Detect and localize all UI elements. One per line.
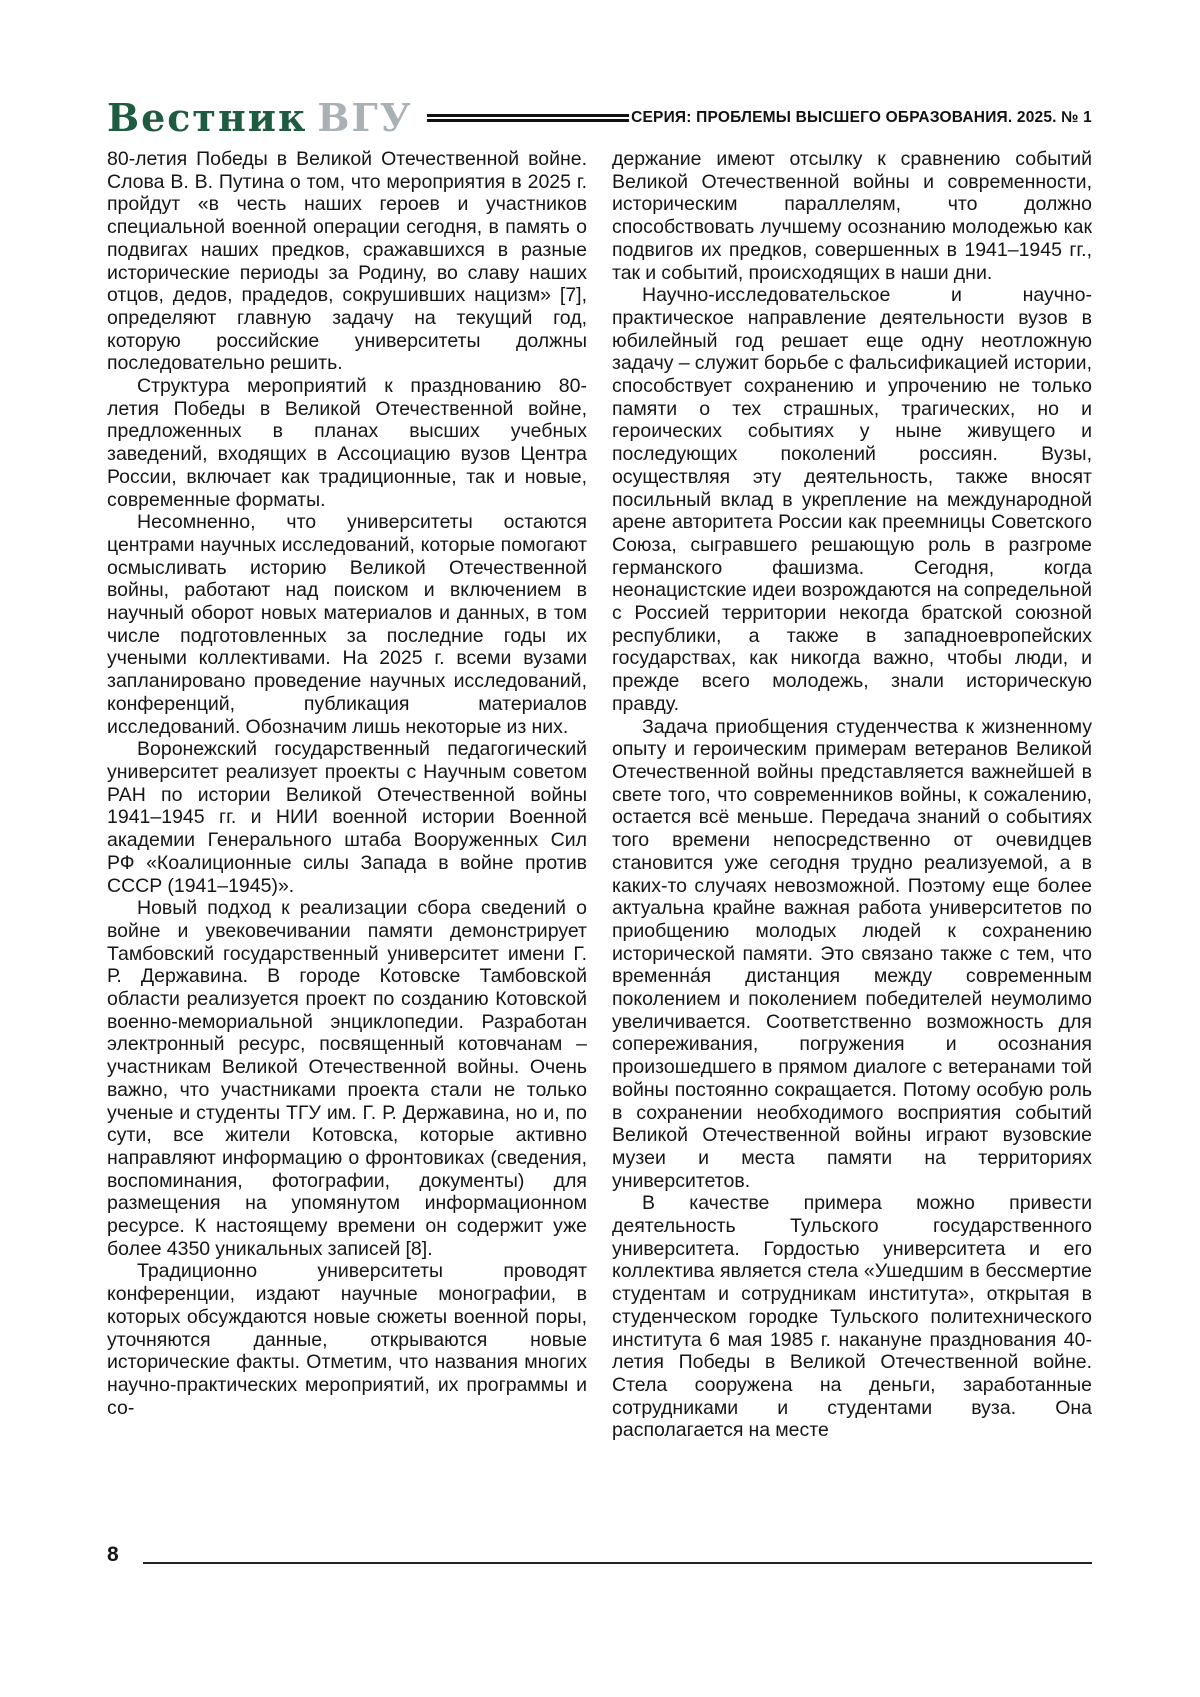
paragraph: Структура мероприятий к празднованию 80-летия Победы в Великой Отечественной войне, предложенных в планах высших учебных заведений, входящих в Ассоциацию вузов Центра России, включает как традиционные, так и новые, современные форматы. — [107, 375, 587, 511]
header-double-rule — [427, 114, 630, 122]
paragraph: Научно-исследовательское и научно-практическое направление деятельности вузов в юбилейный год решает еще одну неотложную задачу – служит борьбе с фальсификацией истории, способствует сохранению и упрочению не только памяти о тех страшных, трагических, но и героических событиях у ныне живущего и последующих поколений россиян. Вузы, осуществляя эту деятельность, также вносят посильный вклад в укрепление на международной арене авторитета России как преемницы Советского Союза, сыгравшего решающую роль в разгроме германского фашизма. Сегодня, когда неонацистские идеи возрождаются на сопредельной с Россией территории некогда братской союзной республики, а также в западноевропейских государствах, как никогда важно, чтобы люди, и прежде всего молодежь, знали историческую правду. — [612, 284, 1092, 715]
page-footer — [107, 1544, 1092, 1565]
paragraph: держание имеют отсылку к сравнению событий Великой Отечественной войны и современности, историческим параллелям, что должно способствовать лучшему осознанию молодежью как подвигов их предков, совершенных в 1941–1945 гг., так и событий, происходящих в наши дни. — [612, 148, 1092, 284]
logo-word-vgu: ВГУ — [317, 95, 413, 140]
journal-logo — [107, 95, 413, 140]
paragraph: В качестве примера можно привести деятельность Тульского государственного университета. Гордостью университета и его коллектива является стела «Ушедшим в бессмертие студентам и сотрудникам института», открытая в студенческом городке Тульского политехнического института 6 мая 1985 г. накануне празднования 40-летия Победы в Великой Отечественной войне. Стела сооружена на деньги, заработанные сотрудниками и студентами вуза. Она располагается на месте — [612, 1192, 1092, 1442]
footer-rule — [143, 1562, 1092, 1564]
article-body — [107, 148, 1092, 1442]
paragraph: Традиционно университеты проводят конференции, издают научные монографии, в которых обсуждаются новые сюжеты военной поры, уточняются данные, открываются новые исторические факты. Отметим, что названия многих научно-практических мероприятий, их программы и со- — [107, 1260, 587, 1419]
page-header — [107, 96, 1092, 140]
paragraph: Новый подход к реализации сбора сведений о войне и увековечивании памяти демонстрирует Тамбовский государственный университет имени Г. Р. Державина. В городе Котовске Тамбовской области реализуется проект по созданию Котовской военно-мемориальной энциклопедии. Разработан электронный ресурс, посвященный котовчанам – участникам Великой Отечественной войны. Очень важно, что участниками проекта стали не только ученые и студенты ТГУ им. Г. Р. Державина, но и, по сути, все жители Котовска, которые активно направляют информацию о фронтовиках (сведения, воспоминания, фотографии, документы) для размещения на упомянутом информационном ресурсе. К настоящему времени он содержит уже более 4350 уникальных записей [8]. — [107, 897, 587, 1260]
paragraph: 80-летия Победы в Великой Отечественной войне. Слова В. В. Путина о том, что мероприятия в 2025 г. пройдут «в честь наших героев и участников специальной военной операции сегодня, в память о подвигах наших предков, сражавшихся в разные исторические периоды за Родину, во славу наших отцов, дедов, прадедов, сокрушивших нацизм» [7], определяют главную задачу на текущий год, которую российские университеты должны последовательно решить. — [107, 148, 587, 375]
right-column — [612, 148, 1092, 1442]
logo-word-vestnik: Вестник — [107, 95, 308, 140]
paragraph: Задача приобщения студенчества к жизненному опыту и героическим примерам ветеранов Великой Отечественной войны представляется важнейшей в свете того, что современников войны, к сожалению, остается всё меньше. Передача знаний о событиях того времени непосредственно от очевидцев становится уже сегодня трудно реализуемой, а в каких-то случаях невозможной. Поэтому еще более актуальна крайне важная работа университетов по приобщению молодых людей к сохранению исторической памяти. Это связано также с тем, что временна́я дистанция между современным поколением и поколением победителей неумолимо увеличивается. Соответственно возможность для сопереживания, погружения и осознания произошедшего в прямом диалоге с ветеранами той войны постоянно сокращается. Потому особую роль в сохранении необходимого восприятия событий Великой Отечественной войны играют вузовские музеи и места памяти на территориях университетов. — [612, 715, 1092, 1192]
paragraph: Несомненно, что университеты остаются центрами научных исследований, которые помогают осмысливать историю Великой Отечественной войны, работают над поиском и включением в научный оборот новых материалов и данных, в том числе подготовленных за последние годы их учеными коллективами. На 2025 г. всеми вузами запланировано проведение научных исследований, конференций, публикация материалов исследований. Обозначим лишь некоторые из них. — [107, 511, 587, 738]
page-number: 8 — [107, 1543, 119, 1566]
series-title: СЕРИЯ: ПРОБЛЕМЫ ВЫСШЕГО ОБРАЗОВАНИЯ. 2025. № 1 — [631, 109, 1092, 126]
left-column — [107, 148, 587, 1442]
paragraph: Воронежский государственный педагогический университет реализует проекты с Научным советом РАН по истории Великой Отечественной войны 1941–1945 гг. и НИИ военной истории Военной академии Генерального штаба Вооруженных Сил РФ «Коалиционные силы Запада в войне против СССР (1941–1945)». — [107, 738, 587, 897]
